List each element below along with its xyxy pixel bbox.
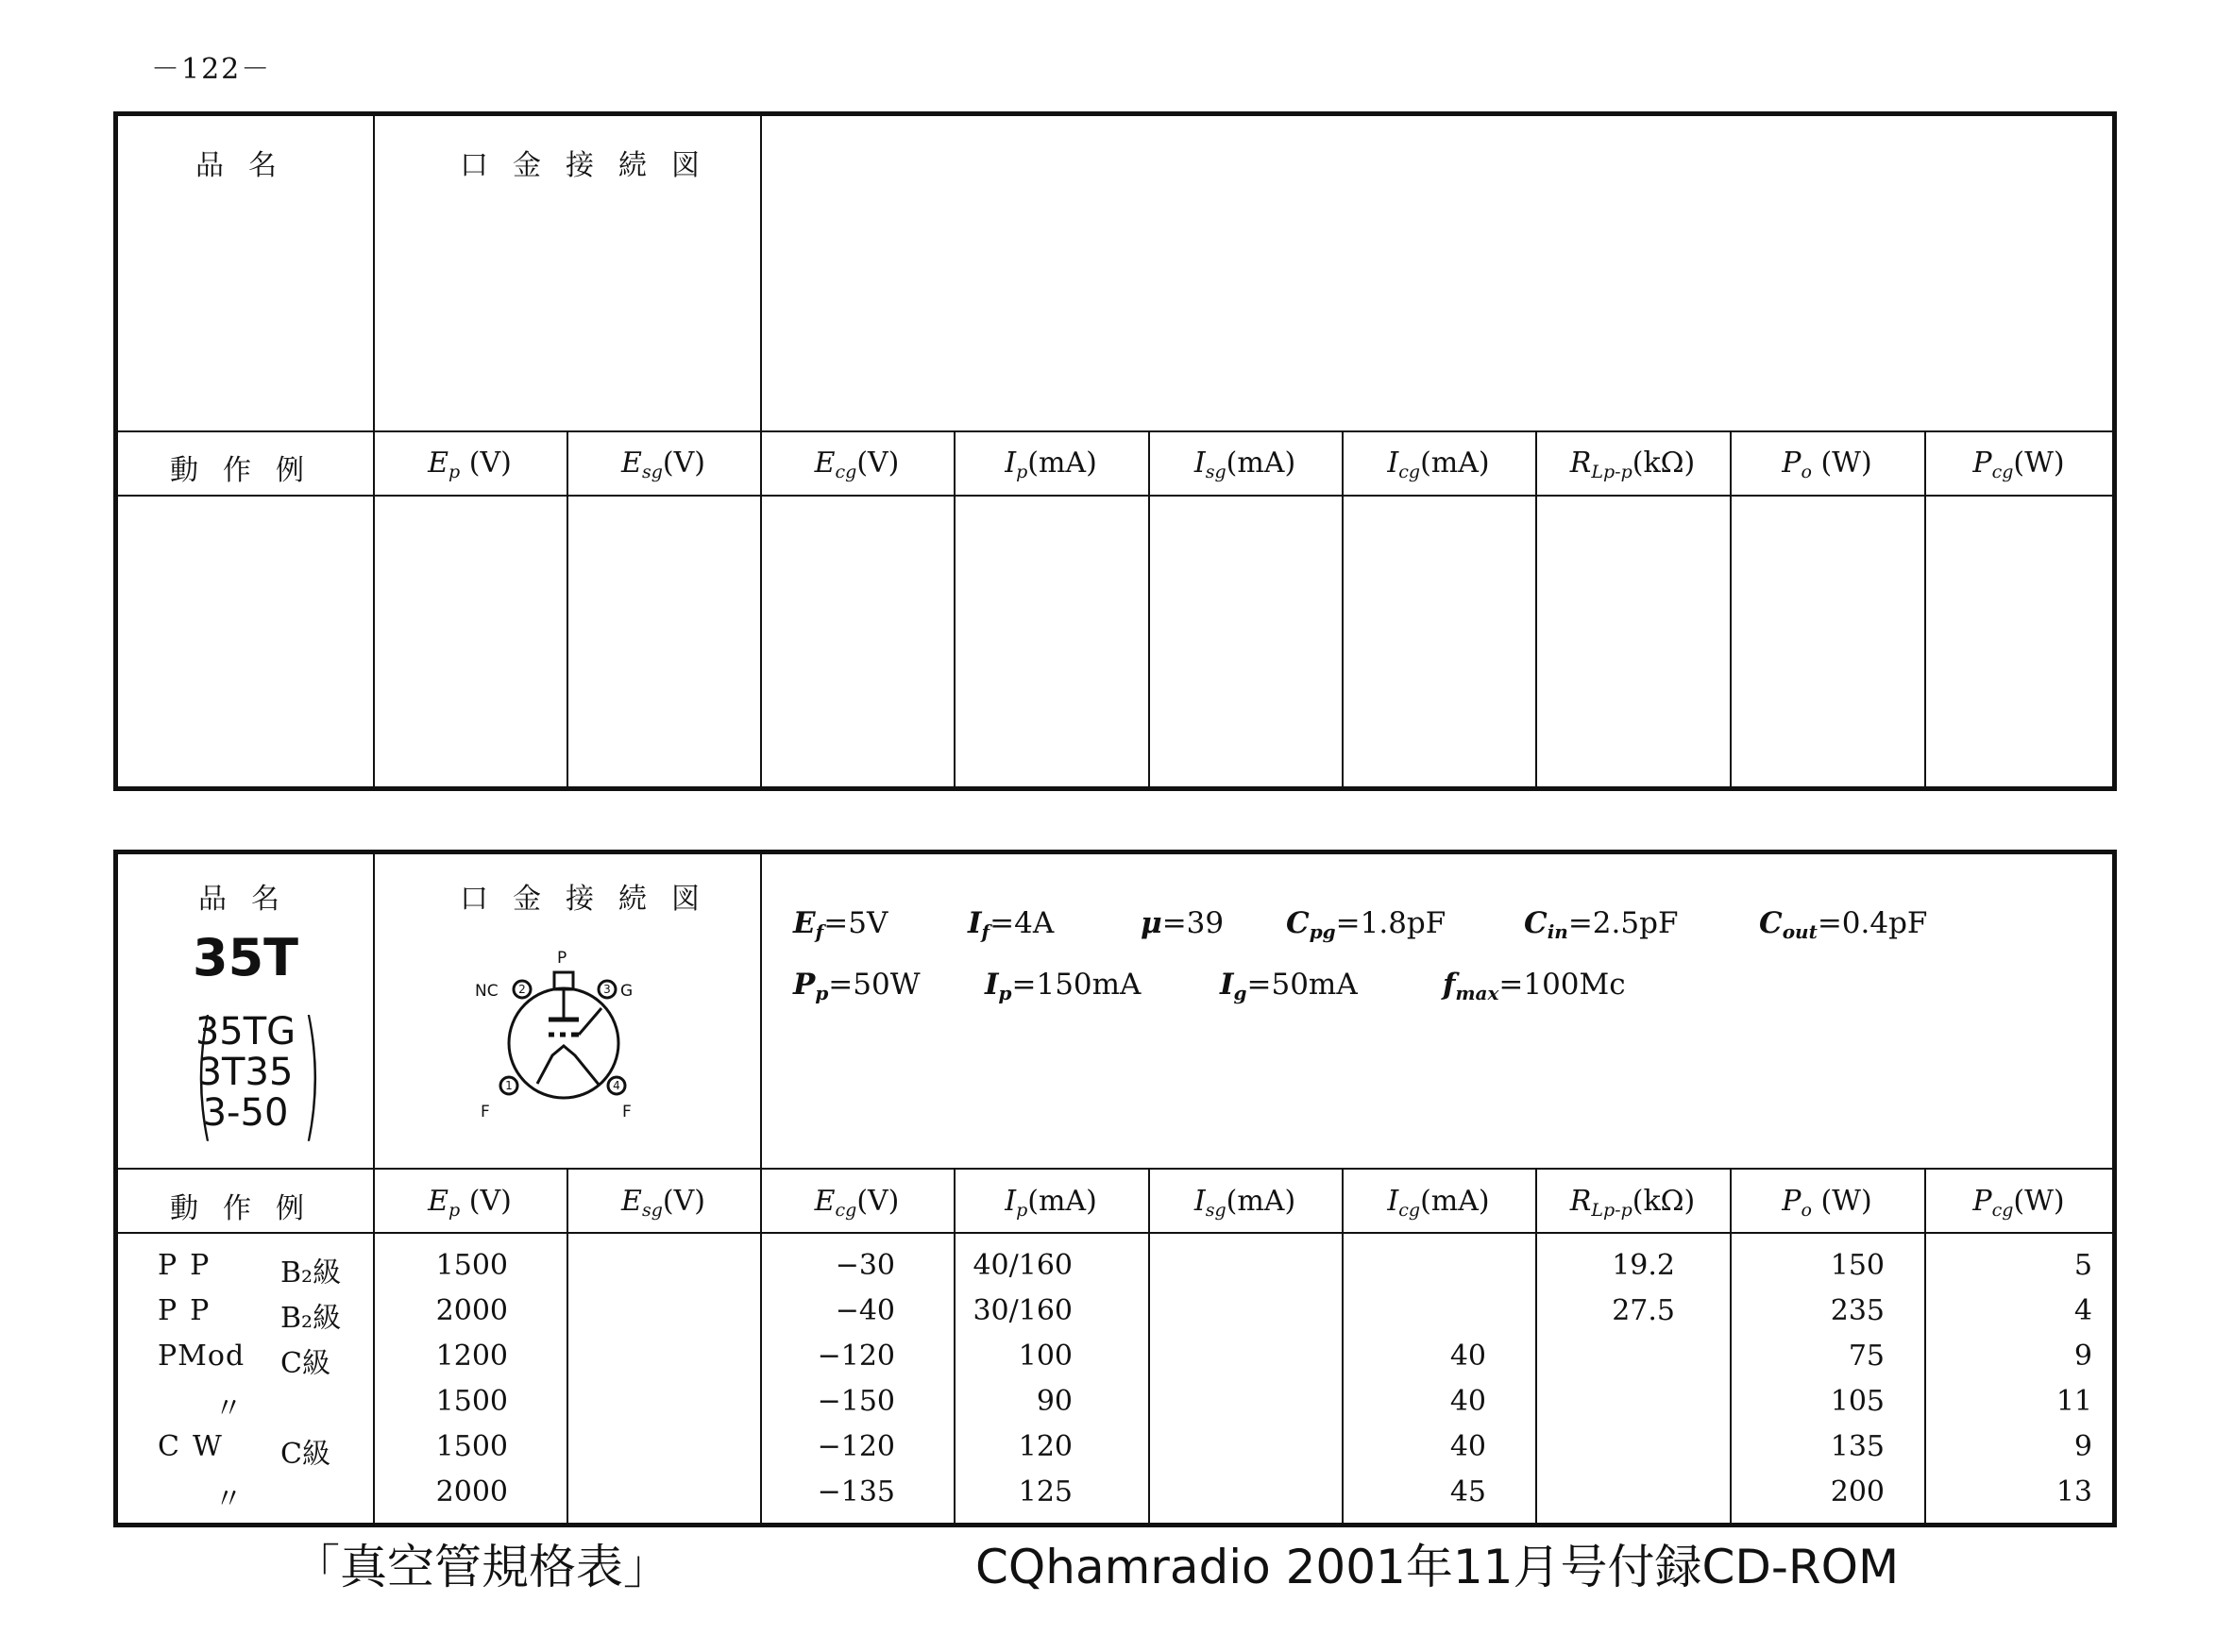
row-po-value: 235: [1830, 1294, 1885, 1327]
spec-ip: $I_p=150mA$: [985, 968, 1142, 1004]
alias-left-paren: (: [195, 992, 214, 1156]
row-ep-value: 1500: [435, 1249, 508, 1282]
product-name-label: 品名: [198, 883, 304, 916]
row-ecg-value: −120: [817, 1340, 895, 1373]
row-ep-value: 2000: [435, 1294, 508, 1327]
operation-example-label: 動作例: [170, 1192, 329, 1225]
spec-cpg: $C_{pg}=1.8pF$: [1286, 906, 1446, 943]
row-rl-value: 27.5: [1612, 1294, 1675, 1327]
base-diagram-label: 口金接続図: [460, 149, 724, 182]
spec-cout: $C_{out}=0.4pF$: [1759, 906, 1928, 943]
row-po-value: 135: [1830, 1430, 1885, 1463]
row-ip-value: 120: [1018, 1430, 1073, 1463]
spec-ef: $E_f=5V$: [793, 906, 888, 943]
row-ep-value: 1500: [435, 1385, 508, 1418]
row-ecg-value: −120: [817, 1430, 895, 1463]
pin-label-f2: F: [622, 1103, 632, 1121]
spec-pp: $P_p=50W$: [793, 968, 921, 1004]
col-header-esg: $E_{sg}(V)$: [621, 447, 705, 482]
col-header-isg: $I_{sg}(mA)$: [1193, 447, 1296, 482]
spec-if: $I_f=4A$: [968, 906, 1055, 943]
row-ecg-value: −150: [817, 1385, 895, 1418]
spec-ig: $I_g=50mA$: [1220, 968, 1358, 1004]
row-ecg-value: −30: [835, 1249, 895, 1282]
row-ip-value: 30/160: [973, 1294, 1073, 1327]
svg-text:2: 2: [518, 983, 526, 996]
row-ep-value: 1500: [435, 1430, 508, 1463]
row-pcg-value: 9: [2073, 1340, 2092, 1373]
col-header-po: $P_o$ (W): [1782, 1185, 1872, 1221]
spec-cin: $C_{in}=2.5pF$: [1524, 906, 1679, 943]
col-header-esg: $E_{sg}(V)$: [621, 1185, 705, 1221]
col-header-icg: $I_{cg}(mA)$: [1387, 447, 1490, 482]
row-class: C級: [280, 1347, 330, 1380]
row-ip-value: 40/160: [973, 1249, 1073, 1282]
blank-spec-sheet: [113, 111, 2117, 791]
col-header-rl: $R_{Lp-p}(k\Omega)$: [1569, 447, 1696, 482]
alias-right-paren: ): [302, 992, 322, 1156]
row-icg-value: 40: [1449, 1385, 1486, 1418]
alias-3T35: 3T35: [197, 1051, 294, 1094]
alias-3-50: 3-50: [202, 1091, 289, 1135]
col-header-ip: $I_p(mA)$: [1005, 1185, 1097, 1221]
svg-text:3: 3: [603, 983, 611, 996]
pin-label-g: G: [620, 982, 634, 1001]
row-mode: PP: [158, 1249, 223, 1282]
row-icg-value: 40: [1449, 1430, 1486, 1463]
filament-element: [537, 1046, 600, 1086]
alias-35TG: 35TG: [195, 1010, 296, 1054]
row-mode: PP: [158, 1294, 223, 1327]
row-pcg-value: 13: [2055, 1475, 2092, 1509]
col-header-ecg: $E_{cg}(V)$: [814, 1185, 900, 1221]
row-class: B₂級: [280, 1256, 342, 1290]
col-header-ep: $E_p$ (V): [428, 1185, 512, 1221]
row-class: C級: [280, 1438, 330, 1471]
row-po-value: 200: [1830, 1475, 1885, 1509]
col-header-isg: $I_{sg}(mA)$: [1193, 1185, 1296, 1221]
col-header-pcg: $P_{cg}(W)$: [1972, 1185, 2065, 1221]
row-pcg-value: 11: [2055, 1385, 2092, 1418]
row-pcg-value: 5: [2073, 1249, 2092, 1282]
svg-text:4: 4: [613, 1079, 620, 1092]
tube-name: 35T: [193, 928, 298, 987]
col-header-rl: $R_{Lp-p}(k\Omega)$: [1569, 1185, 1696, 1221]
row-icg-value: 40: [1449, 1340, 1486, 1373]
footer-source: CQhamradio 2001年11月号付録CD-ROM: [975, 1540, 1900, 1594]
row-mode: CW: [158, 1430, 235, 1463]
row-pcg-value: 9: [2073, 1430, 2092, 1463]
row-class: B₂級: [280, 1302, 342, 1335]
row-pcg-value: 4: [2073, 1294, 2092, 1327]
row-ecg-value: −135: [817, 1475, 895, 1509]
base-connection-diagram: [467, 944, 694, 1133]
row-ep-value: 2000: [435, 1475, 508, 1509]
row-mode: PMod: [158, 1340, 245, 1373]
spec-mu: μ=39: [1141, 906, 1225, 940]
operation-example-label: 動作例: [170, 454, 329, 487]
product-name-label: 品名: [195, 149, 301, 182]
row-ip-value: 125: [1018, 1475, 1073, 1509]
svg-text:1: 1: [505, 1079, 513, 1092]
plate-cap: [554, 972, 573, 989]
row-po-value: 150: [1830, 1249, 1885, 1282]
tube-spec-sheet-35T: [113, 850, 2117, 1527]
row-mode: 〃: [214, 1392, 256, 1425]
row-ep-value: 1200: [435, 1340, 508, 1373]
spec-fmax: $f_{max}=100Mc$: [1443, 968, 1626, 1004]
row-po-value: 105: [1830, 1385, 1885, 1418]
col-header-icg: $I_{cg}(mA)$: [1387, 1185, 1490, 1221]
row-rl-value: 19.2: [1612, 1249, 1675, 1282]
pin-label-p: P: [557, 949, 567, 968]
row-po-value: 75: [1848, 1340, 1885, 1373]
pin-label-f1: F: [481, 1103, 490, 1121]
footer-title: 「真空管規格表」: [293, 1540, 670, 1594]
col-header-ecg: $E_{cg}(V)$: [814, 447, 900, 482]
row-ip-value: 90: [1036, 1385, 1073, 1418]
page-number: －122－: [151, 53, 272, 86]
col-header-ep: $E_p$ (V): [428, 447, 512, 482]
row-mode: 〃: [214, 1483, 256, 1516]
row-icg-value: 45: [1449, 1475, 1486, 1509]
base-diagram-label: 口金接続図: [460, 883, 724, 916]
row-ip-value: 100: [1018, 1340, 1073, 1373]
row-ecg-value: −40: [835, 1294, 895, 1327]
pin-label-nc: NC: [475, 982, 499, 1001]
col-header-ip: $I_p(mA)$: [1005, 447, 1097, 482]
col-header-po: $P_o$ (W): [1782, 447, 1872, 482]
col-header-pcg: $P_{cg}(W)$: [1972, 447, 2065, 482]
